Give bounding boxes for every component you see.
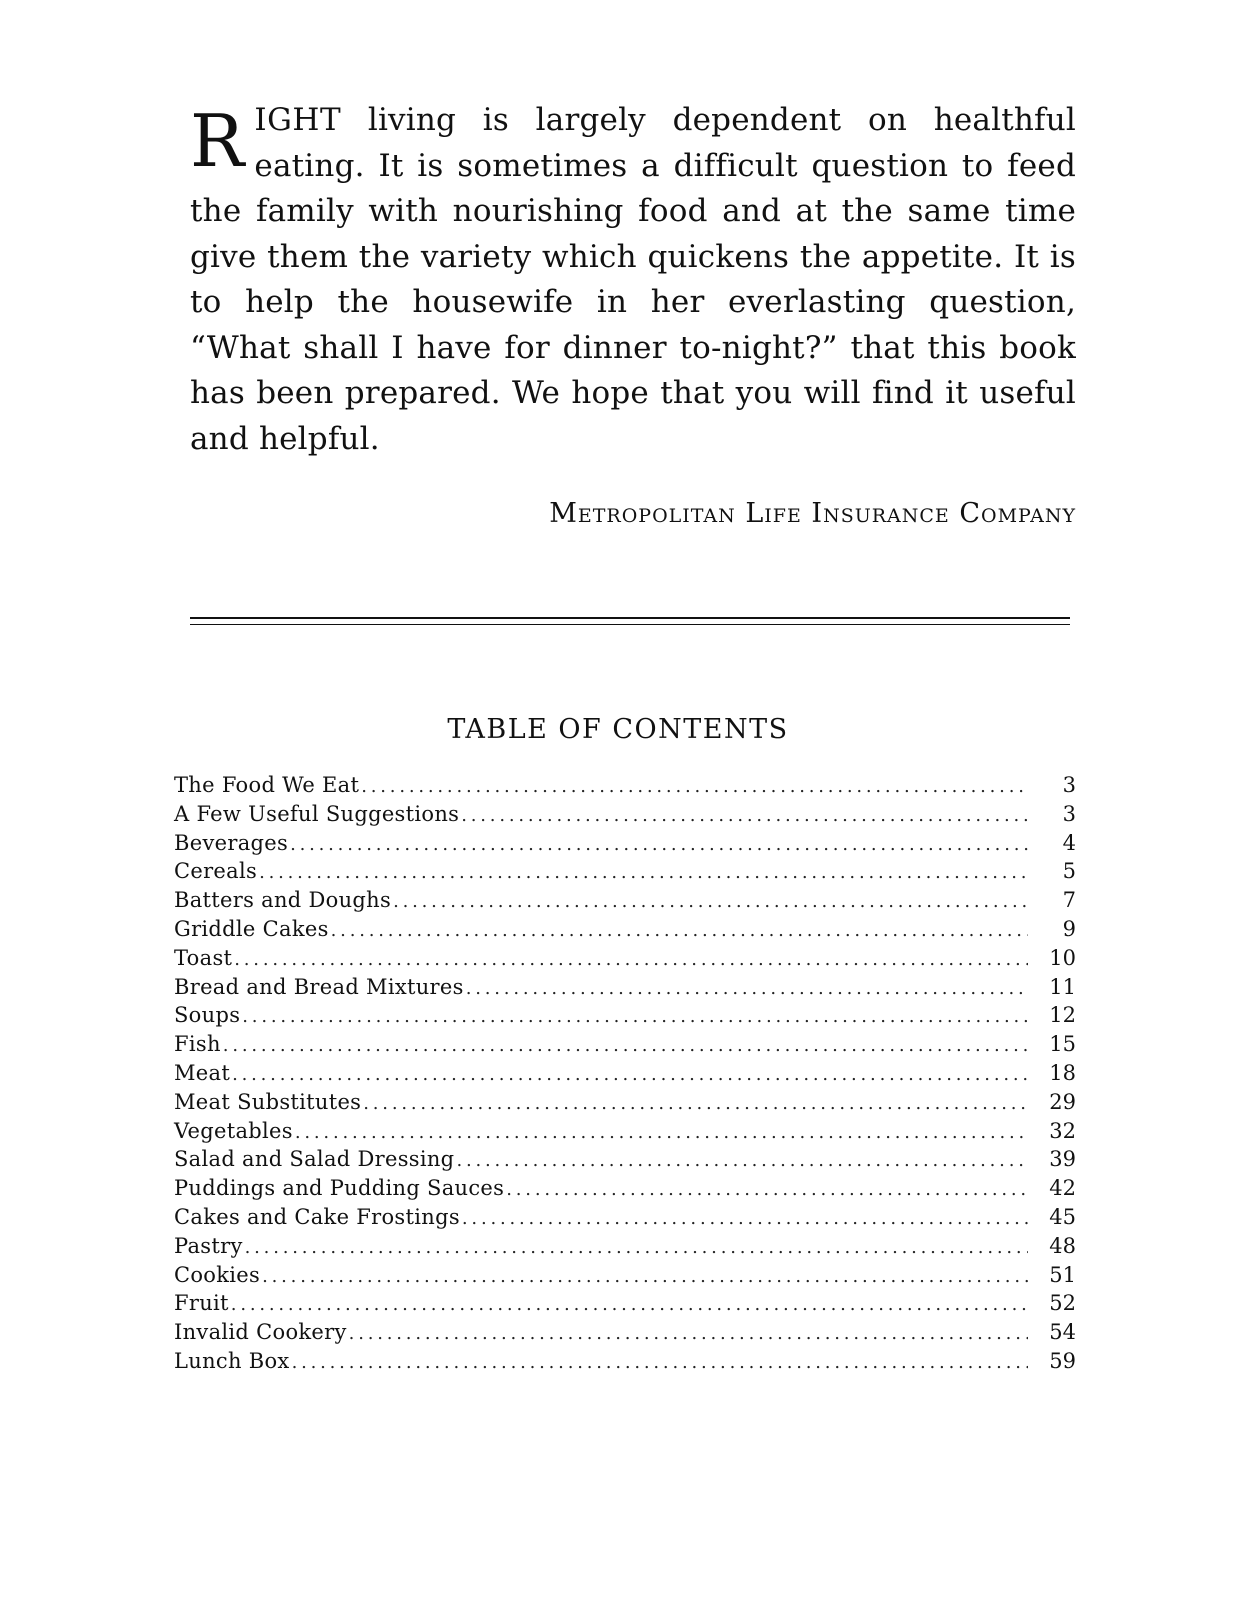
toc-entry-label: Cakes and Cake Frostings [174,1204,460,1229]
table-of-contents [174,773,1076,1378]
toc-dot-leader [363,1093,1028,1114]
toc-dot-leader [506,1179,1028,1200]
toc-entry [174,946,1076,975]
toc-entry-label: Lunch Box [174,1348,290,1373]
toc-entry-page: 48 [1049,1233,1076,1258]
toc-entry [174,1349,1076,1378]
toc-entry-label: Pastry [174,1233,243,1258]
toc-dot-leader [223,1035,1028,1056]
toc-entry-page: 29 [1049,1089,1076,1114]
toc-dot-leader [234,949,1028,970]
toc-entry-label: Cereals [174,859,258,884]
toc-dot-leader [456,1150,1028,1171]
toc-entry [174,859,1076,888]
toc-entry [174,1119,1076,1148]
toc-dot-leader [232,1064,1028,1085]
section-divider-bottom [190,624,1070,625]
toc-entry-page: 7 [1062,888,1076,913]
toc-heading-text: TABLE OF CONTENTS [447,714,789,745]
intro-paragraph [190,98,1076,462]
intro-lead-word: IGHT [254,102,342,138]
toc-dot-leader [295,1122,1028,1143]
toc-entry-label: Beverages [174,830,289,855]
toc-entry-page: 39 [1049,1147,1076,1172]
toc-entry-page: 59 [1049,1348,1076,1373]
toc-dot-leader [231,1294,1028,1315]
toc-entry [174,917,1076,946]
toc-entry-label: Cookies [174,1262,261,1287]
toc-entry-label: The Food We Eat [174,773,360,797]
toc-dot-leader [262,1266,1028,1287]
toc-entry-label: A Few Useful Suggestions [174,801,460,826]
company-signature: Metropolitan Life Insurance Company [549,498,1076,529]
toc-dot-leader [361,776,1028,797]
toc-dot-leader [466,978,1028,999]
toc-entry-label: Griddle Cakes [174,916,329,941]
toc-dot-leader [393,891,1028,912]
toc-entry-label: Meat Substitutes [174,1089,362,1114]
toc-entry [174,888,1076,917]
toc-entry-label: Soups [174,1003,241,1028]
toc-entry-page: 4 [1062,830,1076,855]
toc-entry-page: 52 [1049,1291,1076,1316]
drop-cap: R [190,99,245,183]
toc-entry [174,1320,1076,1349]
toc-entry [174,1176,1076,1205]
toc-entry-label: Invalid Cookery [174,1320,347,1345]
toc-entry [174,1234,1076,1263]
toc-entry-label: Bread and Bread Mixtures [174,974,464,999]
toc-entry [174,802,1076,831]
toc-dot-leader [349,1323,1028,1344]
toc-dot-leader [290,834,1028,855]
toc-entry-page: 32 [1049,1118,1076,1143]
toc-entry [174,1061,1076,1090]
toc-entry-page: 54 [1049,1320,1076,1345]
toc-entry [174,1205,1076,1234]
toc-entry-label: Puddings and Pudding Sauces [174,1176,505,1201]
toc-dot-leader [245,1237,1028,1258]
toc-entry-label: Salad and Salad Dressing [174,1147,455,1172]
toc-entry-page: 15 [1049,1032,1076,1057]
toc-entry-page: 45 [1049,1204,1076,1229]
toc-entry-label: Fruit [174,1291,229,1316]
toc-dot-leader [331,920,1028,941]
toc-entry-page: 9 [1062,916,1076,941]
toc-entry [174,1147,1076,1176]
toc-entry [174,1263,1076,1292]
toc-entry [174,975,1076,1004]
toc-entry-page: 42 [1049,1176,1076,1201]
toc-entry-page: 51 [1049,1262,1076,1287]
toc-entry [174,1003,1076,1032]
toc-entry [174,1291,1076,1320]
toc-entry-label: Toast [174,945,233,970]
toc-dot-leader [242,1006,1028,1027]
toc-dot-leader [259,862,1028,883]
toc-entry-label: Fish [174,1032,221,1057]
toc-dot-leader [462,1208,1028,1229]
toc-entry-page: 3 [1062,801,1076,826]
toc-entry-page: 18 [1049,1060,1076,1085]
toc-entry-page: 3 [1062,773,1076,797]
section-divider-top [190,617,1070,619]
toc-entry-page: 10 [1049,945,1076,970]
toc-entry [174,1090,1076,1119]
toc-entry-label: Meat [174,1060,231,1085]
toc-entry-page: 11 [1049,974,1076,999]
toc-entry [174,831,1076,860]
toc-dot-leader [461,805,1028,826]
toc-entry-label: Batters and Doughs [174,888,392,913]
toc-heading [0,714,1236,745]
toc-entry-page: 5 [1062,859,1076,884]
toc-entry-label: Vegetables [174,1118,293,1143]
toc-entry [174,1032,1076,1061]
toc-dot-leader [292,1352,1028,1373]
intro-body-text: living is largely dependent on healthful eating. It is sometimes a difficult question to feed the family with nourishing food and at the same time give them the variety which quickens the appetite. It is to help the housewife in her everlasting question, “What shall I have for dinner to-night?” that this book has been prepared. We hope that you will find it useful and helpful. [190,102,1076,457]
toc-entry [174,773,1076,802]
toc-entry-page: 12 [1049,1003,1076,1028]
